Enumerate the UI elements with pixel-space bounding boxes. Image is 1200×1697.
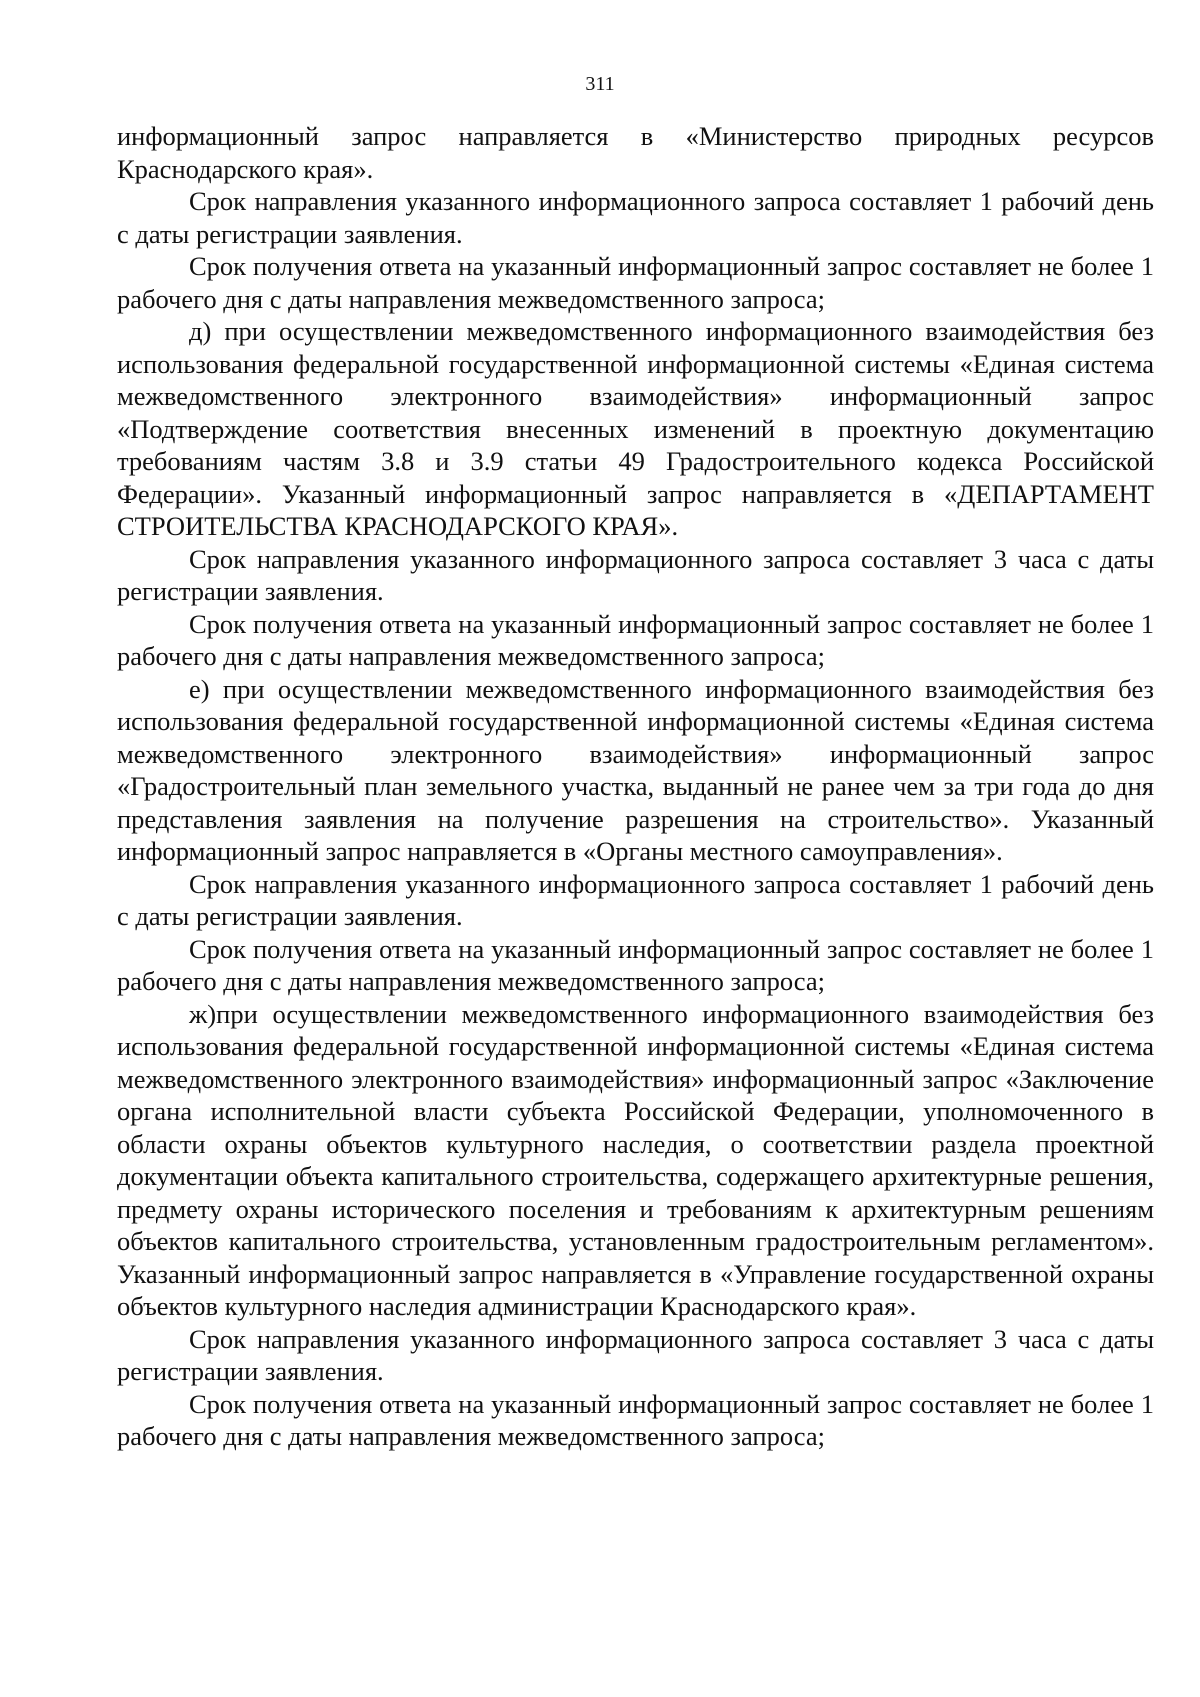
- document-body: [117, 120, 1154, 1453]
- paragraph-response-term: Срок получения ответа на указанный информационный запрос составляет не более 1 рабочего дня с даты направления межведомственного запроса;: [117, 251, 1154, 314]
- paragraph-item-e: е) при осуществлении межведомственного информационного взаимодействия без использования федеральной государственной информационной системы «Единая система межведомственного электронного взаимодействия» информационный запрос «Градостроительный план земельного участка, выданный не ранее чем за три года до дня представления заявления на получение разрешения на строительство». Указанный информационный запрос направляется в «Органы местного самоуправления».: [117, 673, 1154, 866]
- paragraph-item-d: д) при осуществлении межведомственного информационного взаимодействия без использования федеральной государственной информационной системы «Единая система межведомственного электронного взаимодействия» информационный запрос «Подтверждение соответствия внесенных изменений в проектную документацию требованиям частям 3.8 и 3.9 статьи 49 Градостроительного кодекса Российской Федерации». Указанный информационный запрос направляется в «ДЕПАРТАМЕНТ СТРОИТЕЛЬСТВА КРАСНОДАРСКОГО КРАЯ».: [117, 316, 1154, 541]
- paragraph-request-send-term: Срок направления указанного информационного запроса составляет 1 рабочий день с даты регистрации заявления.: [117, 186, 1154, 249]
- paragraph-request-send-term: Срок направления указанного информационного запроса составляет 3 часа с даты регистрации заявления.: [117, 1323, 1154, 1386]
- paragraph-item-zh: ж)при осуществлении межведомственного информационного взаимодействия без использования федеральной государственной информационной системы «Единая система межведомственного электронного взаимодействия» информационный запрос «Заключение органа исполнительной власти субъекта Российской Федерации, уполномоченного в области охраны объектов культурного наследия, о соответствии раздела проектной документации объекта капитального строительства, содержащего архитектурные решения, предмету охраны исторического поселения и требованиям к архитектурным решениям объектов капитального строительства, установленным градостроительным регламентом». Указанный информационный запрос направляется в «Управление государственной охраны объектов культурного наследия администрации Краснодарского края».: [117, 998, 1154, 1321]
- paragraph-request-send-term: Срок направления указанного информационного запроса составляет 3 часа с даты регистрации заявления.: [117, 543, 1154, 606]
- paragraph-request-send-term: Срок направления указанного информационного запроса составляет 1 рабочий день с даты регистрации заявления.: [117, 868, 1154, 931]
- paragraph-response-term: Срок получения ответа на указанный информационный запрос составляет не более 1 рабочего дня с даты направления межведомственного запроса;: [117, 608, 1154, 671]
- paragraph-response-term: Срок получения ответа на указанный информационный запрос составляет не более 1 рабочего дня с даты направления межведомственного запроса;: [117, 1388, 1154, 1451]
- page-number: 311: [585, 73, 615, 95]
- paragraph-continuation: информационный запрос направляется в «Министерство природных ресурсов Краснодарского края».: [117, 121, 1154, 184]
- paragraph-response-term: Срок получения ответа на указанный информационный запрос составляет не более 1 рабочего дня с даты направления межведомственного запроса;: [117, 933, 1154, 996]
